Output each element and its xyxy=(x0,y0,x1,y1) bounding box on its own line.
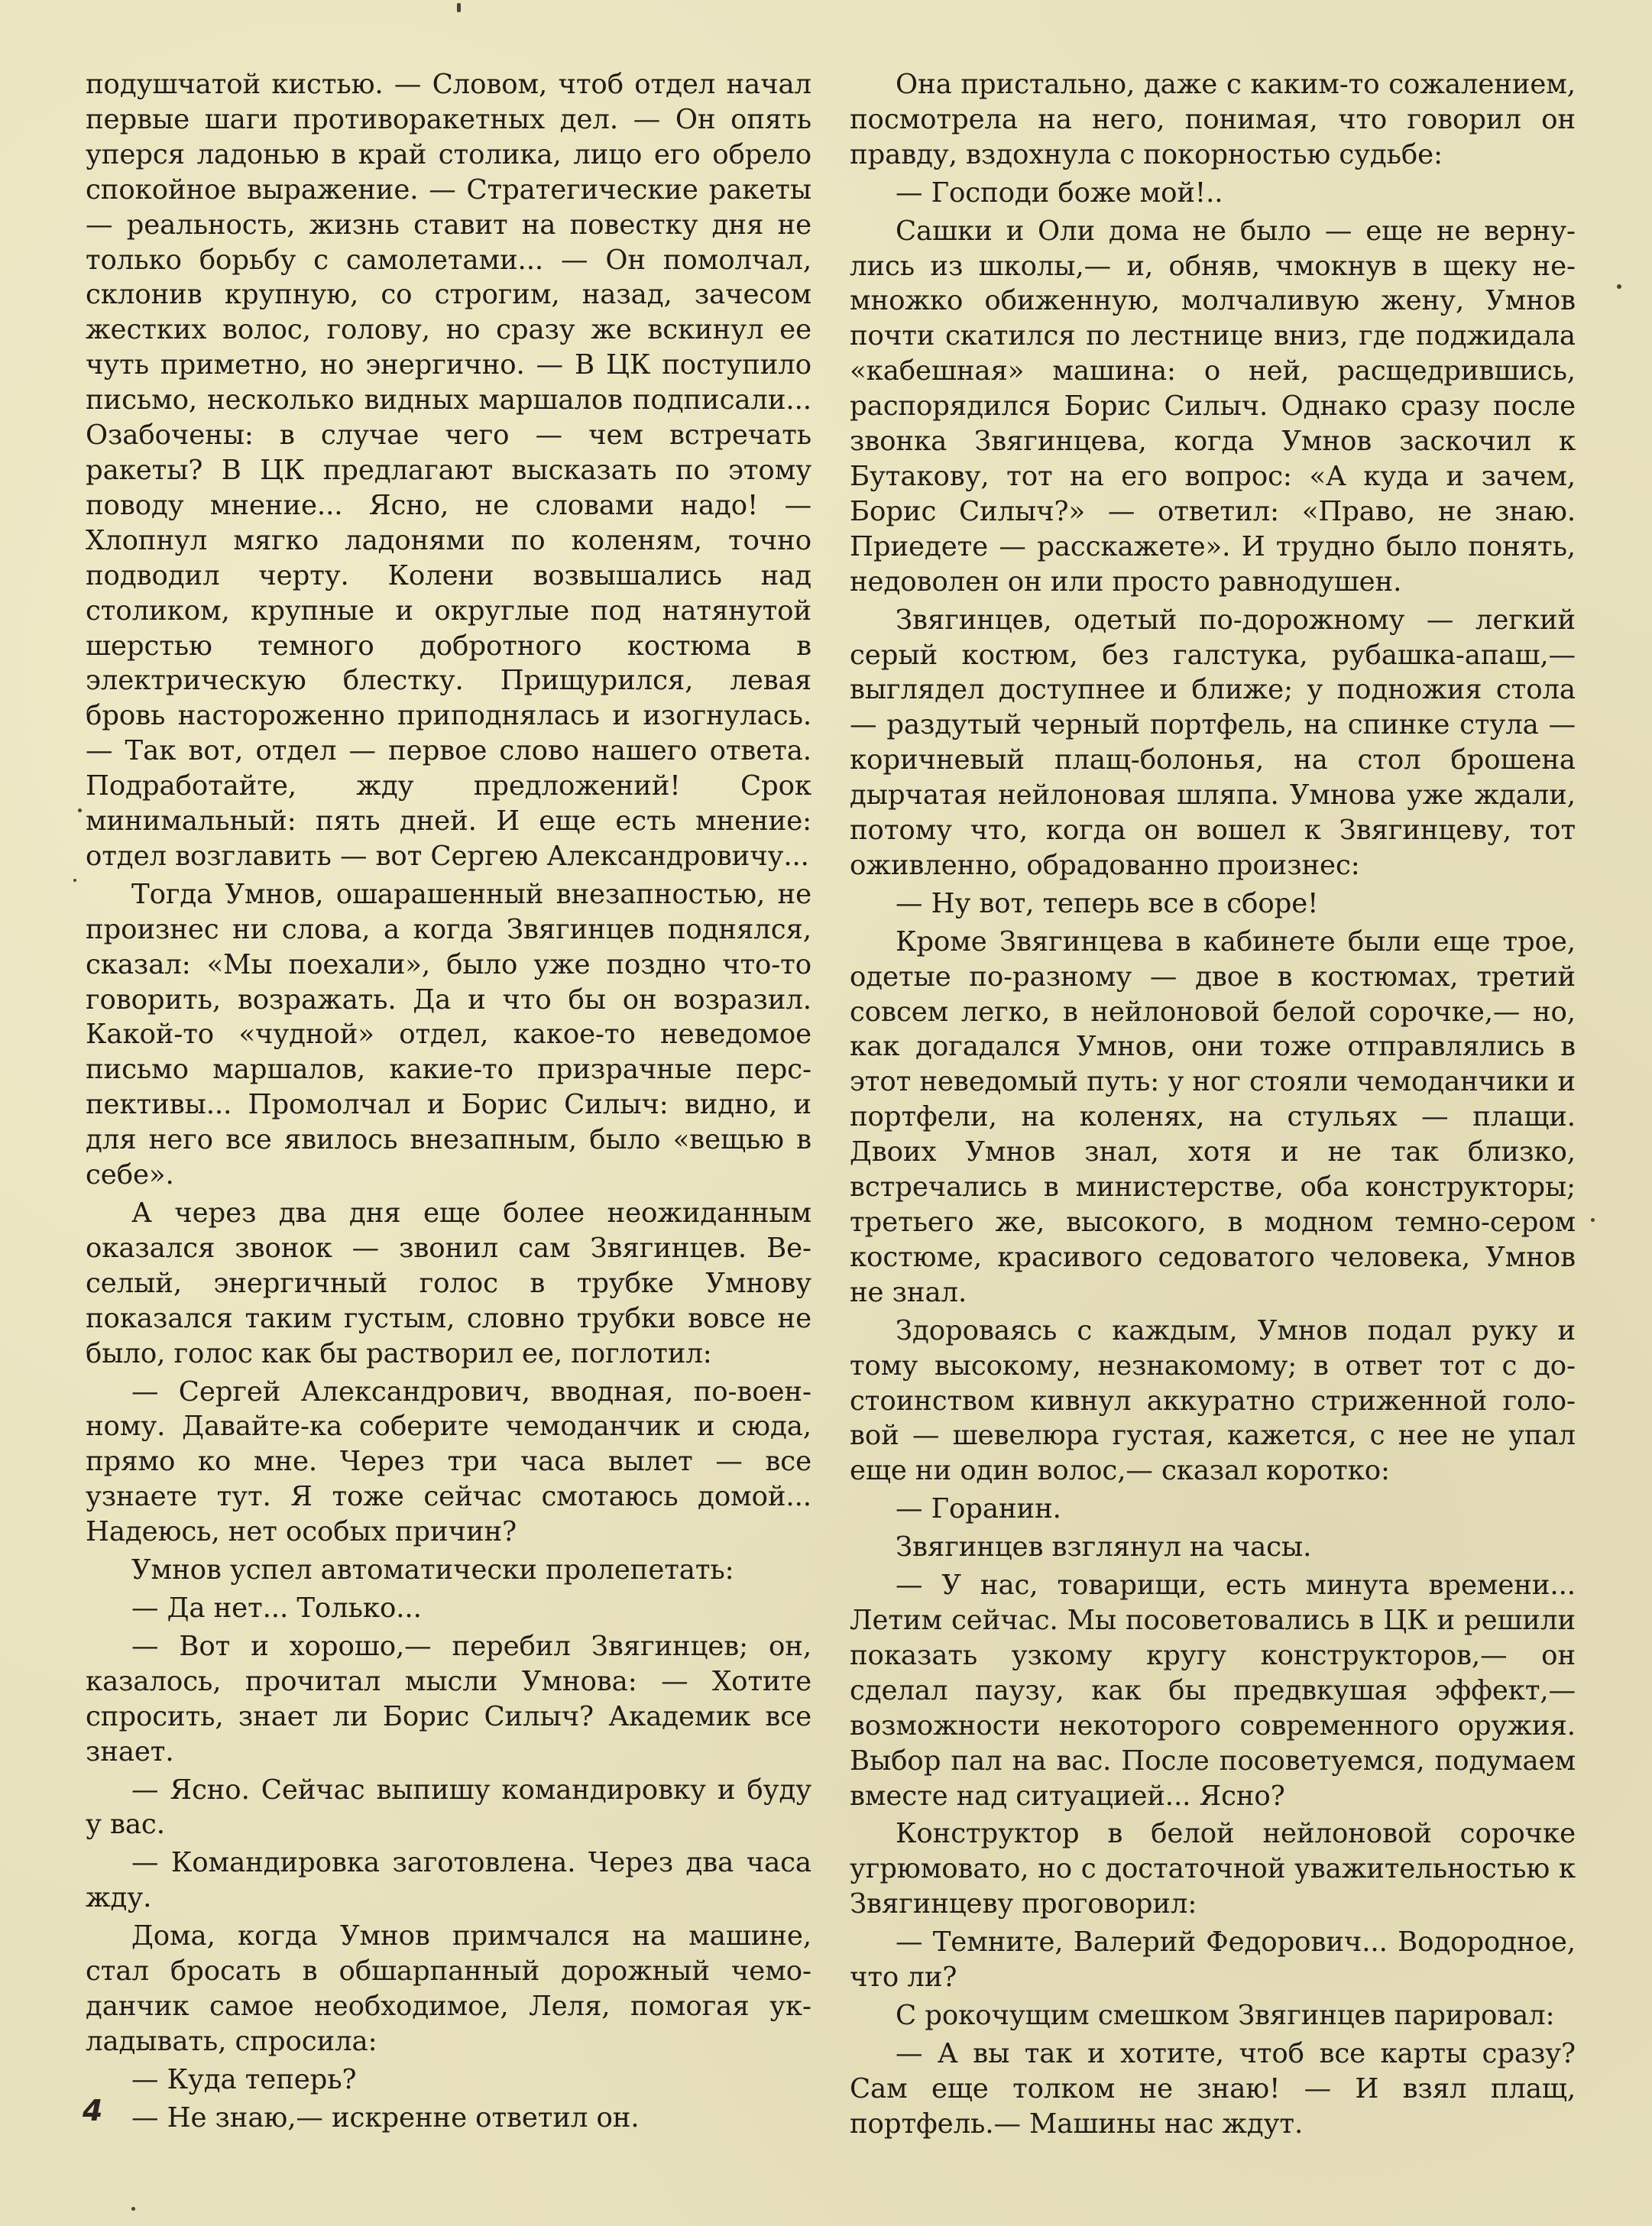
paragraph: Умнов успел автоматически пролепетать: xyxy=(131,1554,734,1586)
paragraph: — Темните, Валерий Федорович... Водородное, что ли? xyxy=(850,1926,1576,1994)
paragraph: — Господи боже мой!.. xyxy=(896,177,1223,209)
paragraph: — Командировка заготовлена. Через два часа жду. xyxy=(86,1847,811,1914)
paragraph: — У нас, товарищи, есть минута времени... Летим сейчас. Мы посоветовались в ЦК и решили показать узкому кругу конструкторов,— он сделал паузу, как бы предвкушая эффект,— возможности некоторого современного оружия. Выбор пал на вас. После посоветуемся, подумаем вместе над ситуацией... Ясно? xyxy=(850,1570,1576,1812)
paragraph: — Горанин. xyxy=(896,1493,1061,1525)
paragraph: С рокочущим смешком Звягинцев парировал: xyxy=(896,1999,1555,2031)
paragraph: — Сергей Александрович, вводная, по-военному. Давайте-ка соберите чемоданчик и сюда, прямо ко мне. Через три часа вылет — все узнаете тут. Я тоже сейчас смотаюсь домой... Надеюсь, нет особых причин? xyxy=(86,1375,811,1548)
paragraph: — Не знаю,— искренне ответил он. xyxy=(131,2101,640,2134)
paragraph: Звягинцев, одетый по-дорожному — легкий серый костюм, без галстука, рубашка-апаш,— выглядел доступнее и ближе; у подножия стола — раздутый черный портфель, на спинке стула — коричневый плащ-болонья, на стол брошена дырчатая нейлоновая шляпа. Умнова уже ждали, потому что, когда он вошел к Звягинцеву, тот оживленно, обрадованно произнес: xyxy=(850,604,1576,881)
paragraph: подушчатой кистью. — Словом, чтоб отдел начал первые шаги противоракетных дел. — Он опять уперся ладонью в край столика, лицо его обрело спокойное выражение. — Стратегические ракеты — реальность, жизнь ставит на повестку дня не только борьбу с самолетами... — Он помолчал, склонив крупную, со строгим, назад, зачесом жестких волос, голову, но сразу же вскинул ее чуть приметно, но энергично. — В ЦК поступило письмо, несколько видных маршалов подписали... Озабочены: в случае чего — чем встречать ракеты? В ЦК предлагают высказать по этому поводу мнение... Ясно, не словами надо! — Хлопнул мягко ладонями по коленям, точно подводил черту. Колени возвышались над столиком, крупные и округлые под натянутой шерстью темного добротного костюма в электрическую блестку. Прищурился, левая бровь настороженно приподнялась и изогнулась. — Так вот, отдел — первое слово нашего ответа. Подработайте, жду предложений! Срок минимальный: пять дней. И еще есть мнение: отдел возглавить — вот Сергею Александровичу... xyxy=(86,69,811,872)
print-speck xyxy=(73,879,76,882)
paragraph: — А вы так и хотите, чтоб все карты сразу? Сам еще толком не знаю! — И взял плащ, портфель.— Машины нас ждут. xyxy=(850,2037,1576,2140)
paragraph: Сашки и Оли дома не было — еще не вернулись из школы,— и, обняв, чмокнув в щеку немножко обиженную, молчаливую жену, Умнов почти скатился по лестнице вниз, где поджидала «кабешная» машина: о ней, расщедрившись, распорядился Борис Силыч. Однако сразу после звонка Звягинцева, когда Умнов заскочил к Бутакову, тот на его вопрос: «А куда и зачем, Борис Силыч?» — ответил: «Право, не знаю. Приедете — расскажете». И трудно было понять, недоволен он или просто равнодушен. xyxy=(850,215,1576,598)
paragraph: — Ясно. Сейчас выпишу командировку и буду у вас. xyxy=(86,1774,811,1841)
paragraph: Тогда Умнов, ошарашенный внезапностью, не произнес ни слова, а когда Звягинцев поднялся, сказал: «Мы поехали», было уже поздно что-то говорить, возражать. Да и что бы он возразил. Какой-то «чудной» отдел, какое-то неведомое письмо маршалов, какие-то призрачные перспективы... Промолчал и Борис Силыч: видно, и для него все явилось внезапным, было «вещью в себе». xyxy=(86,878,811,1191)
paragraph: — Куда теперь? xyxy=(131,2063,357,2095)
paragraph: — Ну вот, теперь все в сборе! xyxy=(896,887,1319,919)
paragraph: — Да нет... Только... xyxy=(131,1592,422,1624)
print-speck xyxy=(1617,284,1621,289)
print-speck xyxy=(1591,1218,1595,1222)
right-column xyxy=(850,67,1576,2142)
print-speck xyxy=(131,2207,135,2211)
left-column xyxy=(86,67,811,2136)
paragraph: А через два дня еще более неожиданным оказался звонок — звонил сам Звягинцев. Веселый, энергичный голос в трубке Умнову показался таким густым, словно трубки вовсе не было, голос как бы растворил ее, поглотил: xyxy=(86,1197,811,1369)
paragraph: Здороваясь с каждым, Умнов подал руку и тому высокому, незнакомому; в ответ тот с достоинством кивнул аккуратно стриженной головой — шевелюра густая, кажется, с нее не упал еще ни один волос,— сказал коротко: xyxy=(850,1314,1576,1487)
paragraph: Она пристально, даже с каким-то сожалением, посмотрела на него, понимая, что говорил он правду, вздохнула с покорностью судьбе: xyxy=(850,69,1576,170)
print-speck xyxy=(457,3,461,12)
paragraph: Кроме Звягинцева в кабинете были еще трое, одетые по-разному — двое в костюмах, третий совсем легко, в нейлоновой белой сорочке,— но, как догадался Умнов, они тоже отправлялись в этот неведомый путь: у ног стояли чемоданчики и портфели, на коленях, на стульях — плащи. Двоих Умнов знал, хотя и не так близко, встречались в министерстве, оба конструкторы; третьего же, высокого, в модном темно-сером костюме, красивого седоватого человека, Умнов не знал. xyxy=(850,925,1576,1308)
paragraph: Звягинцев взглянул на часы. xyxy=(896,1531,1312,1563)
paragraph: Дома, когда Умнов примчался на машине, стал бросать в обшарпанный дорожный чемоданчик самое необходимое, Леля, помогая укладывать, спросила: xyxy=(86,1920,811,2057)
page-number: 4 xyxy=(83,2094,103,2127)
paragraph: Конструктор в белой нейлоновой сорочке угрюмовато, но с достаточной уважительностью к Звягинцеву проговорил: xyxy=(850,1818,1576,1920)
print-speck xyxy=(78,808,82,812)
paragraph: — Вот и хорошо,— перебил Звягинцев; он, казалось, прочитал мысли Умнова: — Хотите спросить, знает ли Борис Силыч? Академик все знает. xyxy=(86,1630,811,1768)
